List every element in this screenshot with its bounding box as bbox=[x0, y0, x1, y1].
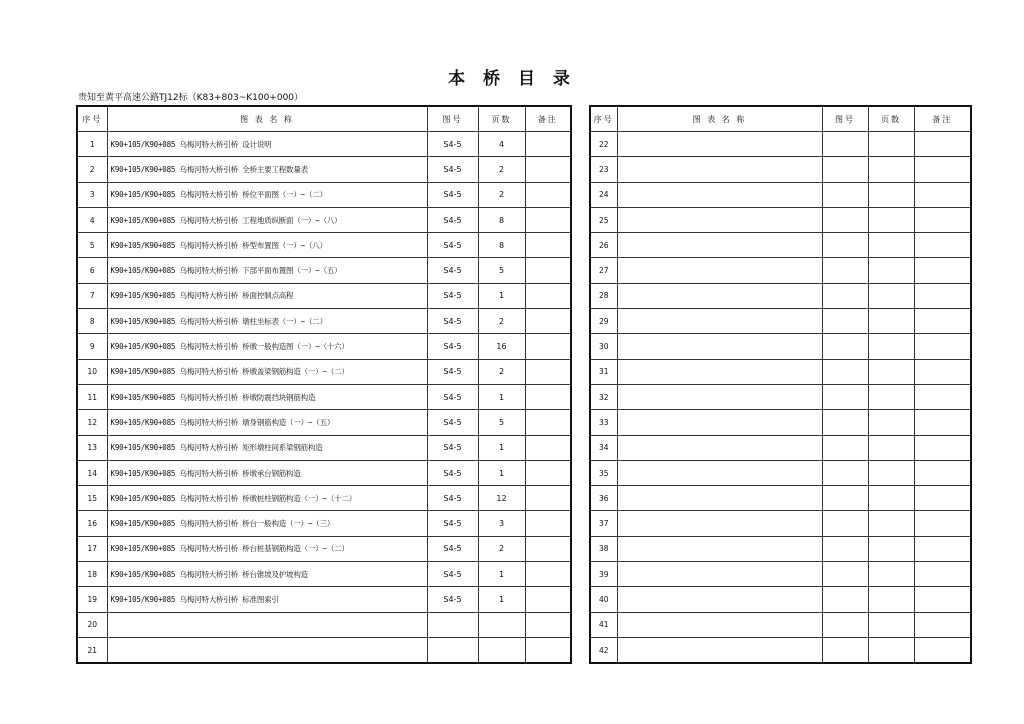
row-seq: 30 bbox=[590, 334, 617, 359]
row-remarks bbox=[914, 460, 971, 485]
row-drawing-no bbox=[822, 233, 868, 258]
row-seq: 23 bbox=[590, 157, 617, 182]
row-seq: 16 bbox=[77, 511, 107, 536]
row-drawing-no bbox=[822, 207, 868, 232]
row-seq: 34 bbox=[590, 435, 617, 460]
row-remarks bbox=[914, 562, 971, 587]
row-remarks bbox=[914, 283, 971, 308]
header-remarks: 备注 bbox=[525, 106, 571, 132]
table-header-row bbox=[590, 106, 971, 132]
row-page-count bbox=[868, 587, 914, 612]
row-drawing-no: S4-5 bbox=[427, 486, 478, 511]
row-page-count bbox=[868, 283, 914, 308]
row-drawing-name bbox=[617, 309, 822, 334]
row-drawing-no bbox=[822, 637, 868, 663]
row-drawing-name bbox=[617, 587, 822, 612]
row-drawing-no bbox=[822, 587, 868, 612]
row-remarks bbox=[525, 258, 571, 283]
row-remarks bbox=[525, 182, 571, 207]
header-drawing-no: 图号 bbox=[427, 106, 478, 132]
table-row bbox=[77, 157, 571, 182]
row-drawing-no bbox=[822, 334, 868, 359]
row-remarks bbox=[525, 612, 571, 637]
page-title: 本 桥 目 录 bbox=[448, 69, 576, 89]
row-drawing-no: S4-5 bbox=[427, 536, 478, 561]
row-page-count bbox=[868, 258, 914, 283]
row-seq: 24 bbox=[590, 182, 617, 207]
table-row bbox=[77, 460, 571, 485]
row-page-count bbox=[868, 359, 914, 384]
row-drawing-no: S4-5 bbox=[427, 233, 478, 258]
table-row bbox=[590, 460, 971, 485]
row-remarks bbox=[525, 460, 571, 485]
row-drawing-name bbox=[617, 132, 822, 157]
row-page-count: 1 bbox=[478, 283, 525, 308]
index-table-left bbox=[76, 105, 572, 664]
table-row bbox=[77, 536, 571, 561]
row-drawing-name bbox=[617, 435, 822, 460]
row-drawing-no: S4-5 bbox=[427, 182, 478, 207]
table-row bbox=[590, 486, 971, 511]
row-drawing-no: S4-5 bbox=[427, 384, 478, 409]
header-pages: 页数 bbox=[868, 106, 914, 132]
row-drawing-name bbox=[617, 536, 822, 561]
table-row bbox=[590, 612, 971, 637]
row-page-count: 12 bbox=[478, 486, 525, 511]
row-page-count bbox=[868, 309, 914, 334]
row-seq: 2 bbox=[77, 157, 107, 182]
row-page-count bbox=[868, 562, 914, 587]
row-seq: 12 bbox=[77, 410, 107, 435]
row-drawing-name bbox=[617, 283, 822, 308]
row-drawing-no bbox=[822, 486, 868, 511]
row-drawing-name: K90+105/K90+085 乌梅河特大桥引桥 全桥主要工程数量表 bbox=[107, 157, 427, 182]
row-page-count: 1 bbox=[478, 384, 525, 409]
row-remarks bbox=[914, 435, 971, 460]
row-remarks bbox=[914, 157, 971, 182]
row-seq: 42 bbox=[590, 637, 617, 663]
row-drawing-name bbox=[107, 612, 427, 637]
row-page-count bbox=[868, 334, 914, 359]
row-drawing-name bbox=[617, 258, 822, 283]
row-drawing-no bbox=[822, 562, 868, 587]
row-page-count: 2 bbox=[478, 182, 525, 207]
row-page-count bbox=[868, 182, 914, 207]
table-row bbox=[77, 334, 571, 359]
row-drawing-name bbox=[617, 233, 822, 258]
row-drawing-name: K90+105/K90+085 乌梅河特大桥引桥 工程地质纵断面（一）~（八） bbox=[107, 207, 427, 232]
table-row bbox=[77, 637, 571, 663]
table-row bbox=[590, 207, 971, 232]
row-remarks bbox=[914, 511, 971, 536]
row-seq: 4 bbox=[77, 207, 107, 232]
row-drawing-name bbox=[617, 334, 822, 359]
row-remarks bbox=[914, 359, 971, 384]
row-remarks bbox=[914, 334, 971, 359]
row-page-count: 1 bbox=[478, 562, 525, 587]
row-drawing-name: K90+105/K90+085 乌梅河特大桥引桥 桥台锥坡及护坡构造 bbox=[107, 562, 427, 587]
row-drawing-no bbox=[822, 182, 868, 207]
table-row bbox=[590, 309, 971, 334]
row-remarks bbox=[914, 486, 971, 511]
row-remarks bbox=[525, 587, 571, 612]
row-page-count: 3 bbox=[478, 511, 525, 536]
row-page-count: 8 bbox=[478, 207, 525, 232]
row-drawing-no bbox=[822, 435, 868, 460]
row-drawing-no: S4-5 bbox=[427, 511, 478, 536]
row-drawing-name: K90+105/K90+085 乌梅河特大桥引桥 墩柱坐标表（一）~（二） bbox=[107, 309, 427, 334]
header-drawing-no: 图号 bbox=[822, 106, 868, 132]
row-seq: 6 bbox=[77, 258, 107, 283]
row-page-count bbox=[868, 207, 914, 232]
table-row bbox=[77, 410, 571, 435]
row-drawing-no: S4-5 bbox=[427, 132, 478, 157]
table-row bbox=[77, 562, 571, 587]
project-subtitle: 贵知至黄平高速公路TJ12标（K83+803~K100+000） bbox=[78, 93, 304, 103]
table-row bbox=[77, 587, 571, 612]
row-drawing-name bbox=[617, 410, 822, 435]
row-page-count bbox=[868, 612, 914, 637]
row-seq: 5 bbox=[77, 233, 107, 258]
row-remarks bbox=[914, 587, 971, 612]
row-remarks bbox=[914, 309, 971, 334]
row-drawing-name: K90+105/K90+085 乌梅河特大桥引桥 桥墩防震挡块钢筋构造 bbox=[107, 384, 427, 409]
row-drawing-name: K90+105/K90+085 乌梅河特大桥引桥 桥墩承台钢筋构造 bbox=[107, 460, 427, 485]
row-seq: 14 bbox=[77, 460, 107, 485]
row-page-count: 1 bbox=[478, 435, 525, 460]
row-page-count bbox=[868, 157, 914, 182]
row-seq: 29 bbox=[590, 309, 617, 334]
row-seq: 3 bbox=[77, 182, 107, 207]
row-drawing-name bbox=[617, 511, 822, 536]
row-seq: 33 bbox=[590, 410, 617, 435]
row-remarks bbox=[525, 410, 571, 435]
row-drawing-no bbox=[822, 460, 868, 485]
row-page-count bbox=[868, 233, 914, 258]
table-row bbox=[590, 359, 971, 384]
row-drawing-no: S4-5 bbox=[427, 435, 478, 460]
row-page-count bbox=[868, 511, 914, 536]
row-drawing-no bbox=[822, 132, 868, 157]
row-drawing-no: S4-5 bbox=[427, 359, 478, 384]
row-drawing-no: S4-5 bbox=[427, 562, 478, 587]
row-seq: 38 bbox=[590, 536, 617, 561]
row-seq: 27 bbox=[590, 258, 617, 283]
table-row bbox=[590, 182, 971, 207]
row-drawing-name bbox=[617, 486, 822, 511]
row-drawing-name: K90+105/K90+085 乌梅河特大桥引桥 标准图索引 bbox=[107, 587, 427, 612]
row-drawing-name bbox=[617, 359, 822, 384]
row-remarks bbox=[525, 384, 571, 409]
table-row bbox=[77, 207, 571, 232]
row-remarks bbox=[914, 410, 971, 435]
row-page-count bbox=[868, 384, 914, 409]
header-seq: 序号 bbox=[77, 106, 107, 132]
row-drawing-no: S4-5 bbox=[427, 334, 478, 359]
row-remarks bbox=[525, 309, 571, 334]
table-row bbox=[590, 435, 971, 460]
table-row bbox=[77, 258, 571, 283]
row-drawing-name bbox=[617, 182, 822, 207]
row-page-count bbox=[868, 435, 914, 460]
row-remarks bbox=[525, 435, 571, 460]
row-seq: 10 bbox=[77, 359, 107, 384]
row-seq: 35 bbox=[590, 460, 617, 485]
row-drawing-name: K90+105/K90+085 乌梅河特大桥引桥 桥墩盖梁钢筋构造（一）~（二） bbox=[107, 359, 427, 384]
row-remarks bbox=[525, 157, 571, 182]
table-row bbox=[590, 410, 971, 435]
row-remarks bbox=[525, 511, 571, 536]
row-seq: 9 bbox=[77, 334, 107, 359]
row-page-count: 5 bbox=[478, 410, 525, 435]
table-body-left bbox=[77, 132, 571, 664]
row-drawing-name: K90+105/K90+085 乌梅河特大桥引桥 墩身钢筋构造（一）~（五） bbox=[107, 410, 427, 435]
table-row bbox=[77, 511, 571, 536]
row-remarks bbox=[525, 334, 571, 359]
row-drawing-no bbox=[822, 410, 868, 435]
row-remarks bbox=[525, 233, 571, 258]
row-drawing-name bbox=[617, 460, 822, 485]
table-row bbox=[590, 258, 971, 283]
row-drawing-no: S4-5 bbox=[427, 157, 478, 182]
row-remarks bbox=[525, 536, 571, 561]
row-remarks bbox=[525, 486, 571, 511]
table-row bbox=[77, 132, 571, 157]
row-seq: 13 bbox=[77, 435, 107, 460]
row-drawing-name bbox=[617, 612, 822, 637]
row-remarks bbox=[914, 207, 971, 232]
row-remarks bbox=[914, 384, 971, 409]
table-row bbox=[590, 587, 971, 612]
row-remarks bbox=[525, 359, 571, 384]
table-row bbox=[77, 283, 571, 308]
table-row bbox=[590, 637, 971, 663]
table-row bbox=[77, 612, 571, 637]
row-seq: 18 bbox=[77, 562, 107, 587]
row-drawing-no bbox=[822, 157, 868, 182]
row-seq: 37 bbox=[590, 511, 617, 536]
row-seq: 32 bbox=[590, 384, 617, 409]
row-drawing-no bbox=[427, 612, 478, 637]
row-remarks bbox=[525, 132, 571, 157]
row-drawing-no bbox=[822, 384, 868, 409]
row-page-count: 5 bbox=[478, 258, 525, 283]
table-row bbox=[77, 233, 571, 258]
row-remarks bbox=[914, 258, 971, 283]
row-remarks bbox=[914, 637, 971, 663]
row-page-count bbox=[868, 410, 914, 435]
row-seq: 7 bbox=[77, 283, 107, 308]
row-drawing-name: K90+105/K90+085 乌梅河特大桥引桥 桥台一般构造（一）~（三） bbox=[107, 511, 427, 536]
table-row bbox=[77, 182, 571, 207]
row-seq: 20 bbox=[77, 612, 107, 637]
row-remarks bbox=[525, 637, 571, 663]
row-seq: 40 bbox=[590, 587, 617, 612]
row-drawing-no: S4-5 bbox=[427, 410, 478, 435]
row-drawing-name: K90+105/K90+085 乌梅河特大桥引桥 矩形墩柱间系梁钢筋构造 bbox=[107, 435, 427, 460]
row-page-count bbox=[868, 486, 914, 511]
row-seq: 36 bbox=[590, 486, 617, 511]
row-remarks bbox=[914, 182, 971, 207]
table-row bbox=[590, 334, 971, 359]
table-row bbox=[77, 359, 571, 384]
row-drawing-no bbox=[822, 511, 868, 536]
header-remarks: 备注 bbox=[914, 106, 971, 132]
row-page-count bbox=[478, 637, 525, 663]
row-page-count: 2 bbox=[478, 309, 525, 334]
row-page-count: 1 bbox=[478, 460, 525, 485]
row-remarks bbox=[525, 562, 571, 587]
row-page-count: 2 bbox=[478, 536, 525, 561]
header-name: 图 表 名 称 bbox=[107, 106, 427, 132]
row-page-count bbox=[868, 460, 914, 485]
row-drawing-no: S4-5 bbox=[427, 309, 478, 334]
header-seq: 序号 bbox=[590, 106, 617, 132]
row-page-count bbox=[868, 536, 914, 561]
row-seq: 15 bbox=[77, 486, 107, 511]
row-seq: 17 bbox=[77, 536, 107, 561]
row-remarks bbox=[525, 207, 571, 232]
table-row bbox=[590, 283, 971, 308]
row-page-count: 16 bbox=[478, 334, 525, 359]
row-page-count: 1 bbox=[478, 587, 525, 612]
row-drawing-name: K90+105/K90+085 乌梅河特大桥引桥 桥台桩基钢筋构造（一）~（二） bbox=[107, 536, 427, 561]
row-remarks bbox=[525, 283, 571, 308]
table-row bbox=[77, 309, 571, 334]
row-drawing-name bbox=[617, 384, 822, 409]
row-drawing-name bbox=[617, 207, 822, 232]
row-seq: 41 bbox=[590, 612, 617, 637]
table-row bbox=[590, 511, 971, 536]
row-seq: 31 bbox=[590, 359, 617, 384]
row-drawing-no: S4-5 bbox=[427, 283, 478, 308]
row-drawing-name: K90+105/K90+085 乌梅河特大桥引桥 桥墩桩柱钢筋构造（一）~（十二） bbox=[107, 486, 427, 511]
row-drawing-name bbox=[617, 157, 822, 182]
table-body-right bbox=[590, 132, 971, 664]
row-seq: 21 bbox=[77, 637, 107, 663]
table-row bbox=[77, 384, 571, 409]
row-seq: 26 bbox=[590, 233, 617, 258]
row-remarks bbox=[914, 536, 971, 561]
row-seq: 8 bbox=[77, 309, 107, 334]
table-row bbox=[590, 132, 971, 157]
row-page-count bbox=[868, 132, 914, 157]
row-remarks bbox=[914, 132, 971, 157]
row-drawing-no: S4-5 bbox=[427, 258, 478, 283]
table-row bbox=[590, 536, 971, 561]
row-seq: 22 bbox=[590, 132, 617, 157]
row-page-count: 8 bbox=[478, 233, 525, 258]
table-header-row bbox=[77, 106, 571, 132]
row-drawing-no bbox=[822, 258, 868, 283]
row-drawing-no bbox=[822, 283, 868, 308]
row-drawing-name: K90+105/K90+085 乌梅河特大桥引桥 设计说明 bbox=[107, 132, 427, 157]
row-seq: 28 bbox=[590, 283, 617, 308]
index-table-right bbox=[589, 105, 972, 664]
row-drawing-name: K90+105/K90+085 乌梅河特大桥引桥 下部平面布置图（一）~（五） bbox=[107, 258, 427, 283]
row-remarks bbox=[914, 612, 971, 637]
row-seq: 1 bbox=[77, 132, 107, 157]
table-row bbox=[77, 486, 571, 511]
row-drawing-no: S4-5 bbox=[427, 207, 478, 232]
row-page-count bbox=[868, 637, 914, 663]
table-row bbox=[590, 384, 971, 409]
table-row bbox=[590, 233, 971, 258]
table-row bbox=[590, 562, 971, 587]
row-seq: 11 bbox=[77, 384, 107, 409]
row-page-count: 4 bbox=[478, 132, 525, 157]
row-drawing-no: S4-5 bbox=[427, 587, 478, 612]
row-page-count: 2 bbox=[478, 157, 525, 182]
row-seq: 19 bbox=[77, 587, 107, 612]
row-drawing-name bbox=[617, 637, 822, 663]
header-name: 图 表 名 称 bbox=[617, 106, 822, 132]
header-pages: 页数 bbox=[478, 106, 525, 132]
row-drawing-name: K90+105/K90+085 乌梅河特大桥引桥 桥墩一般构造图（一）~（十六） bbox=[107, 334, 427, 359]
row-seq: 39 bbox=[590, 562, 617, 587]
row-page-count bbox=[478, 612, 525, 637]
row-seq: 25 bbox=[590, 207, 617, 232]
row-drawing-name bbox=[107, 637, 427, 663]
row-drawing-no bbox=[822, 359, 868, 384]
row-drawing-name: K90+105/K90+085 乌梅河特大桥引桥 桥型布置图（一）~（八） bbox=[107, 233, 427, 258]
row-drawing-no bbox=[427, 637, 478, 663]
row-drawing-no bbox=[822, 612, 868, 637]
row-page-count: 2 bbox=[478, 359, 525, 384]
row-drawing-name bbox=[617, 562, 822, 587]
row-drawing-no bbox=[822, 536, 868, 561]
row-drawing-name: K90+105/K90+085 乌梅河特大桥引桥 桥位平面图（一）~（二） bbox=[107, 182, 427, 207]
row-drawing-no bbox=[822, 309, 868, 334]
row-remarks bbox=[914, 233, 971, 258]
row-drawing-no: S4-5 bbox=[427, 460, 478, 485]
row-drawing-name: K90+105/K90+085 乌梅河特大桥引桥 桥面控制点高程 bbox=[107, 283, 427, 308]
table-row bbox=[77, 435, 571, 460]
table-row bbox=[590, 157, 971, 182]
